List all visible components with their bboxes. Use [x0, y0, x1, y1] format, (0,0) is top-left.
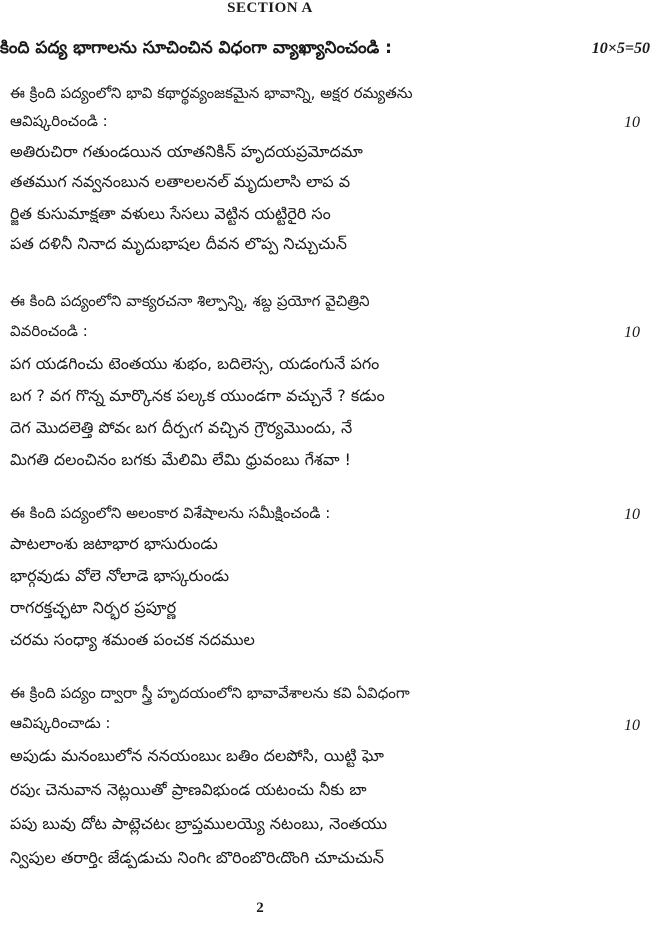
verse-line: పపు బువు దోట పాట్లెచటఁ బ్రాప్తములయ్యె నటంబు, నెంతయు: [10, 814, 388, 833]
verse-line: దెగ మొదలెత్తి పోవఁ బగ దీర్పఁగ వచ్చిన గ్రౌర్యమొందు, నే: [10, 418, 353, 437]
question-prompt-line: ఈ కింది పద్యంలోని అలంకార విశేషాలను సమీక్షించండి :: [10, 504, 331, 522]
verse-line: అపుడు మనంబులోన ననయంబుఁ బతిం దలపోసి, యిట్టి ఘో: [10, 746, 384, 765]
question-prompt-line: ఆవిష్కరించాడు :: [10, 714, 111, 732]
verse-line: ర్జిత కుసుమాక్షతా వళులు సేసలు వెట్టిన యట్టిరైరి సం: [10, 204, 331, 223]
verse-line: పాటలాంశు జటాభార భాసురుండు: [10, 534, 218, 553]
verse-line: అతిరుచిరా గతుండయిన యాతనికిన్ హృదయప్రమోదమా: [10, 142, 363, 161]
question-marks: 10: [624, 324, 640, 341]
page-number: 2: [256, 900, 264, 916]
verse-line: రపుఁ చెనువాన నెట్లయితో ప్రాణవిభుండ యటంచు నీకు బా: [10, 780, 367, 799]
verse-line: పగ యడగించు టెంతయు శుభం, బదిలెస్స, యడంగునే పగం: [10, 354, 380, 373]
question-prompt-line: ఆవిష్కరించండి :: [10, 112, 108, 130]
instruction-text: కింది పద్య భాగాలను సూచించిన విధంగా వ్యాఖ్యానించండి :: [0, 38, 392, 58]
question-1: [10, 84, 640, 264]
question-prompt-line: ఈ కింది పద్యంలోని వాక్యరచనా శిల్పాన్ని, శబ్ద ప్రయోగ వైచిత్రిని: [10, 292, 370, 310]
question-prompt-line: ఈ క్రింది పద్యం ద్వారా స్త్రీ హృదయంలోని భావావేశాలను కవి ఏవిధంగా: [10, 684, 410, 702]
question-2: [10, 292, 640, 472]
instruction-row: [0, 38, 650, 64]
verse-line: బగ ? వగ గొన్న మార్కొనక పల్కక యుండగా వచ్చునే ? కడుం: [10, 386, 385, 405]
total-marks: 10×5=50: [591, 40, 650, 57]
verse-line: మిగతి దలంచినం బగకు మేలిమి లేమి ధ్రువంబు గేశవా !: [10, 450, 351, 469]
question-marks: 10: [624, 114, 640, 131]
verse-line: తతముగ నవ్వనంబున లతాలలనల్ మృదులాసి లాప వ: [10, 172, 351, 191]
verse-line: పత దళినీ నినాద మృదుభాషల దీవన లొప్ప నిచ్చుచున్: [10, 234, 347, 253]
verse-line: భార్గవుడు వోలె నోలాడె భాస్కరుండు: [10, 566, 230, 585]
question-4: [10, 684, 640, 884]
question-marks: 10: [624, 717, 640, 734]
verse-line: రాగరక్తచ్ఛటా నిర్భర ప్రపూర్ణ: [10, 598, 177, 617]
verse-line: న్విపుల తరార్తిఁ జేడ్పడుచు నింగిఁ బొరింబొరిఁదొంగి చూచుచున్: [10, 848, 384, 867]
question-prompt-line: ఈ క్రింది పద్యంలోని భావి కథార్థవ్యంజకమైన భావాన్ని, అక్షర రమ్యతను: [10, 84, 413, 102]
section-heading: SECTION A: [227, 0, 313, 16]
verse-line: చరమ సంధ్యా శమంత పంచక నదముల: [10, 630, 255, 649]
question-marks: 10: [624, 506, 640, 523]
question-prompt-line: వివరించండి :: [10, 322, 88, 340]
question-3: [10, 504, 640, 654]
